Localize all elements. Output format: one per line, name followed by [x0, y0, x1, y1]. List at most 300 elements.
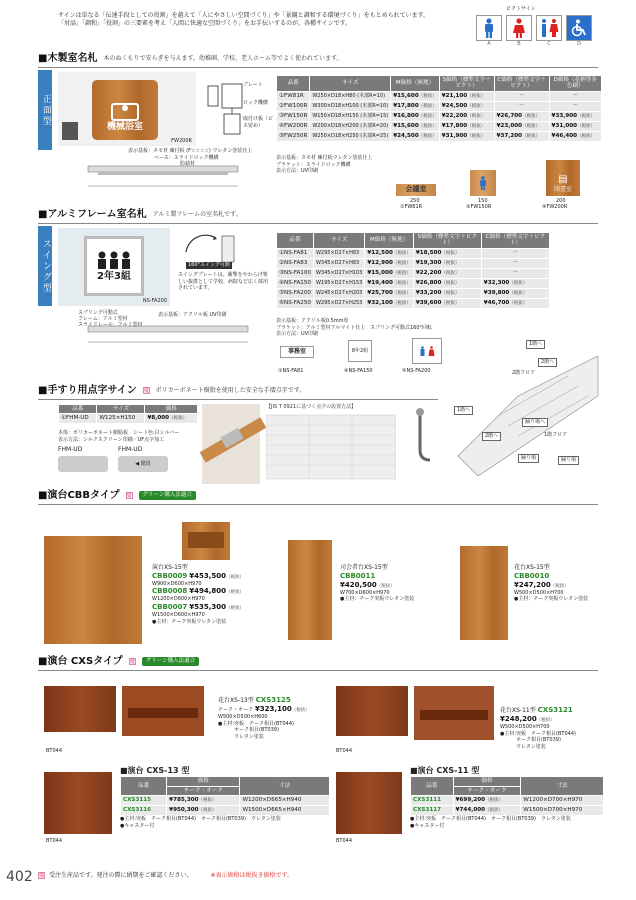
col-header: S価格（標準文字＋ピクト）	[413, 233, 481, 249]
order-made-icon: 受	[39, 873, 45, 880]
sample-label: 会議室	[405, 185, 427, 194]
cell	[494, 111, 549, 121]
lock-mechanism-diagram	[202, 82, 268, 142]
table-title: ■演台 CXS-11 型	[410, 766, 480, 775]
col-header: 品番	[411, 777, 454, 796]
tax-label: （税抜）	[392, 250, 411, 256]
tax-label: （税抜）	[467, 133, 486, 139]
cross-section-diagram	[58, 148, 270, 194]
sample-code: ④FW200R	[542, 204, 568, 210]
col-header: S価格（標準文字＋ピクト）	[439, 76, 494, 92]
product-note: ウレタン塗装	[234, 733, 264, 740]
col-header: D価格（花柄等多色刷）	[549, 76, 601, 92]
spec-line: 表示基板：タモ材 練付板ウレタン塗装仕上	[276, 155, 373, 161]
cell: －	[481, 248, 549, 258]
sample-width: 200	[556, 198, 566, 204]
price: ¥785,300	[169, 797, 199, 804]
table-note: ●キャスター付	[120, 822, 155, 829]
tax-label: （税抜）	[509, 290, 528, 296]
cell: ①FHM-UD	[59, 414, 97, 424]
stair-label: 踊り場	[558, 456, 579, 465]
cell: W200×D18×H200 (木部R=20)	[310, 121, 391, 131]
cxs11-table	[410, 776, 604, 816]
cell	[391, 101, 439, 111]
jis-braille-guide	[266, 404, 396, 484]
finish-code: BT044	[336, 838, 353, 844]
cell	[481, 288, 549, 298]
price: ¥23,000	[496, 122, 523, 129]
cxs13-table	[120, 776, 330, 816]
braille-grid	[266, 411, 396, 481]
sample-code: ⑤NS-FA200	[402, 368, 431, 374]
section-subtitle: アルミ製フレームの室名札です。	[152, 210, 242, 218]
tax-label: （税抜）	[577, 123, 596, 129]
tax-label: （税抜）	[485, 798, 504, 804]
cell: W295×D27×H253	[313, 298, 364, 308]
sample-code: ③FW150R	[466, 204, 492, 210]
table-row	[277, 248, 550, 258]
plate-code: FW200R	[171, 137, 192, 144]
tab-front-type: 正面型	[38, 70, 52, 150]
cell	[365, 268, 413, 278]
price: ¥39,800	[483, 289, 510, 296]
finish-code: BT044	[336, 748, 353, 754]
cell	[413, 288, 481, 298]
sample-label: 事務室	[287, 348, 306, 356]
section-title: ■アルミフレーム室名札	[38, 209, 147, 220]
stair-label: 2階フロア	[512, 370, 536, 376]
col-header: 寸法	[240, 777, 330, 796]
section-title: ■木製室名札	[38, 53, 98, 64]
cell: ②NS-FA83	[277, 258, 314, 268]
spec-line: 表示方法：UV印刷	[276, 331, 319, 337]
cell: W300×D18×H100 (木部R=10)	[310, 101, 391, 111]
tax-label: （税抜）	[467, 93, 486, 99]
podium-photo	[44, 536, 142, 644]
aluminum-samples	[278, 340, 458, 380]
tax-label: （税抜）	[441, 250, 460, 256]
flower-stand-photo	[460, 546, 508, 640]
flower-stand-info	[514, 564, 604, 603]
sample-plate	[412, 338, 442, 364]
product-code: CBB0010	[514, 571, 550, 580]
sample-plate	[280, 346, 314, 358]
sample-code: FHM-UD	[58, 446, 83, 453]
product-note: ウレタン塗装	[516, 743, 546, 750]
stair-label: 踊り場へ	[522, 418, 548, 427]
tax-label: （税抜）	[392, 270, 411, 276]
price: ¥37,200	[496, 132, 523, 139]
section-podium-cbb-header	[38, 489, 196, 502]
sample-label: 8年2組	[351, 347, 369, 354]
col-header: サイズ	[313, 233, 364, 249]
product-name: 花台XS-15型	[514, 564, 550, 571]
shelf	[128, 708, 198, 718]
cell: ①NS-FA81	[277, 248, 314, 258]
price: ¥15,600	[393, 122, 419, 129]
product-note: ●主材：チーク突板ウレタン塗装	[340, 596, 415, 603]
price: ¥26,800	[415, 279, 442, 286]
cell: W150×D18×H150 (木部R=15)	[310, 111, 391, 121]
stair-label: 2階へ	[482, 432, 501, 441]
tax-label: （税抜）	[467, 113, 486, 119]
tax-label: （税抜）	[225, 574, 244, 580]
sample-code: ①FW81R	[400, 204, 423, 210]
diagram-note: 表示基板：タモ材 練付板 (F☆☆☆☆) ウレタン塗装仕上	[128, 148, 253, 154]
cell	[481, 298, 549, 308]
cell	[391, 91, 439, 101]
product-size: W500×D500×H700	[514, 589, 564, 596]
product-code: CBB0009	[152, 571, 188, 580]
green-purchase-badge: グリーン購入法適合	[139, 491, 196, 500]
col-header: サイズ	[310, 76, 391, 92]
price: ¥248,200	[500, 715, 537, 724]
cell	[549, 121, 601, 131]
tax-label: （税抜）	[291, 708, 310, 714]
price: ¥699,200	[455, 797, 486, 804]
tax-label: （税抜）	[392, 260, 411, 266]
male-icon	[419, 345, 426, 357]
host-podium-info	[340, 564, 460, 603]
shelf	[188, 532, 224, 548]
restroom-icon	[536, 15, 562, 41]
table-title: ■演台 CXS-13 型	[120, 766, 190, 775]
col-header: M価格（無地）	[365, 233, 413, 249]
spec-line: 表示方法：シルクスクリーン印刷／UF点字加工	[58, 436, 165, 443]
cell: ⑤NS-FA200	[277, 288, 314, 298]
intro-line1: サインは単なる「伝達手段としての役割」を越えて「人にやさしい空間づくり」や「景観と調和する環境づくり」をもとめられています。	[58, 12, 430, 19]
price: ¥323,100	[254, 705, 292, 714]
pictogram-letter: A	[487, 40, 491, 47]
cell: －	[494, 91, 549, 101]
spec-line: 表示基板：アクリル板0.5mm厚	[276, 318, 349, 324]
tax-label: （税抜）	[225, 605, 244, 611]
price: ¥22,200	[415, 269, 442, 276]
price: ¥21,100	[441, 92, 468, 99]
page-number: 402	[6, 869, 33, 885]
price: ¥24,500	[393, 132, 419, 139]
male-icon	[478, 175, 488, 191]
cell	[549, 111, 601, 121]
cell	[145, 414, 198, 424]
tax-label: （税抜）	[441, 290, 460, 296]
plate-code: NS-FA200	[142, 297, 167, 304]
price: ¥18,500	[415, 249, 442, 256]
tax-label: （税抜）	[198, 798, 217, 804]
price: ¥22,200	[441, 112, 468, 119]
tax-label: （税抜）	[577, 113, 596, 119]
sample-code: ①NS-FA81	[278, 368, 304, 374]
price: ¥17,800	[441, 122, 468, 129]
diagram-note: ベース：スライドロック機構	[154, 155, 219, 161]
price: ¥32,100	[367, 299, 393, 306]
table-row	[277, 298, 550, 308]
kadai11-info	[500, 706, 604, 750]
kadai13-info	[218, 696, 328, 740]
table-row	[277, 258, 550, 268]
cell	[365, 298, 413, 308]
host-podium-photo	[288, 540, 332, 640]
wood-samples	[396, 170, 606, 215]
col-header: C価格（標準文字＋ピクト）	[494, 76, 549, 92]
green-purchase-badge: グリーン購入法適合	[142, 657, 199, 666]
sample-width: 250	[410, 198, 420, 204]
cxs11-photo-back	[414, 686, 494, 740]
aluminum-plate	[84, 236, 144, 296]
cell: W125×H150	[97, 414, 145, 424]
product-note: オーク相目(BT039)	[516, 737, 561, 744]
product-note: ●主材:突板 チーク相目(BT044)	[218, 720, 294, 727]
price: ¥17,800	[393, 102, 419, 109]
tax-label: （税抜）	[522, 123, 541, 129]
price: ¥12,900	[367, 259, 393, 266]
product-code: CBB0007	[152, 602, 188, 611]
stair-label: 踊り場	[518, 454, 539, 463]
tax-label: （税抜）	[485, 808, 504, 814]
cell: CXS3115	[121, 796, 167, 806]
price: ¥15,600	[393, 92, 419, 99]
cell: －	[481, 258, 549, 268]
product-note: ●主材:突板 チーク相目(BT044)	[500, 730, 576, 737]
cell: －	[549, 101, 601, 111]
sample-plate	[396, 184, 436, 196]
cell	[413, 298, 481, 308]
col-header: チーク・オーク	[453, 786, 521, 795]
cell	[481, 278, 549, 288]
wood-plate	[92, 80, 158, 140]
cell: ④NS-FA150	[277, 278, 314, 288]
tax-label: （税抜）	[441, 280, 460, 286]
cell	[391, 111, 439, 121]
braille-plate	[58, 456, 108, 472]
cell: －	[481, 268, 549, 278]
product-note: ●主材：チーク突板ウレタン塗装	[152, 618, 227, 625]
price: ¥46,700	[483, 299, 510, 306]
cell	[365, 278, 413, 288]
cell: ③NS-FA100	[277, 268, 314, 278]
arrow-label: ◀ 階段	[135, 460, 151, 467]
cell	[391, 131, 439, 141]
wood-nameplate-table	[276, 75, 602, 142]
price: ¥25,700	[367, 289, 393, 296]
section-podium-cxs-header	[38, 655, 199, 668]
cell	[439, 131, 494, 141]
price: ¥46,400	[551, 132, 578, 139]
spec-line: ブラケット：アルミ型材アルマイト仕上 スプリング可動式160°回転	[276, 324, 432, 331]
tab-swing-type: スイング型	[38, 226, 52, 306]
cell	[413, 278, 481, 288]
cell	[439, 101, 494, 111]
cell: W1500×D700×H970	[521, 806, 604, 816]
price: ¥33,200	[415, 289, 442, 296]
table-row	[277, 91, 602, 101]
bath-icon	[110, 100, 140, 122]
price: ¥744,000	[455, 807, 486, 814]
tax-label: （税抜）	[418, 133, 437, 139]
table-row	[277, 268, 550, 278]
cell: ②FW100R	[277, 101, 310, 111]
aluminum-cross-section-diagram	[58, 308, 270, 350]
pictogram-letter: D	[577, 40, 581, 47]
col-header: 品番	[277, 233, 314, 249]
intro	[58, 12, 468, 28]
cell: －	[549, 91, 601, 101]
cell: W295×D27×H83	[313, 248, 364, 258]
product-code: CBB0008	[152, 587, 188, 596]
tax-label: （税抜）	[376, 583, 395, 589]
product-size: W500×D500×H700	[500, 724, 550, 731]
order-made-icon: 受	[129, 659, 135, 665]
female-icon	[428, 345, 435, 357]
section-wood-nameplate-header	[38, 52, 343, 65]
product-note: オーク相目(BT039)	[234, 727, 279, 734]
cell: ⑤FW250R	[277, 131, 310, 141]
tax-label: （税抜）	[536, 718, 555, 724]
spec-line: 表示方法：UV印刷	[276, 168, 319, 174]
col-header: 価格	[167, 777, 240, 786]
price: ¥33,900	[551, 112, 578, 119]
cell: W245×D27×H203	[313, 288, 364, 298]
price: ¥31,900	[441, 132, 468, 139]
col-header: C価格（標準文字＋ピクト）	[481, 233, 549, 249]
cxs13-podium-photo	[44, 772, 112, 834]
diagram-note: 表示基板：アクリル板 UV印刷	[158, 312, 227, 318]
tax-label: （税抜）	[392, 300, 411, 306]
tax-label: （税抜）	[550, 583, 569, 589]
cxs11-podium-photo	[336, 772, 402, 834]
section-aluminum-nameplate-header	[38, 208, 242, 221]
cell	[439, 111, 494, 121]
wood-specs	[276, 155, 372, 175]
cell	[439, 91, 494, 101]
swing-note: スイングプレートは、衝撃をやわらげ楽しい抜群として学校、病院など広く採用されています。	[178, 272, 269, 291]
male-icon	[476, 15, 502, 41]
price: ¥15,000	[367, 269, 393, 276]
section-subtitle: ポリカーボネート樹脂を使用した安全な手摺点字です。	[155, 386, 306, 394]
section-title: ■演台CBBタイプ	[38, 490, 120, 501]
table-note: ●主材:突板 チーク相目(BT044) オーク相目(BT039) ウレタン塗装	[120, 816, 281, 823]
tax-label: （税抜）	[522, 133, 541, 139]
product-name: 花台XS-13型	[218, 697, 254, 704]
pictogram-letter: B	[517, 40, 521, 47]
handrail-samples	[58, 446, 178, 478]
cxs13-photo-front	[44, 686, 116, 732]
price: ¥8,000	[147, 415, 170, 422]
tax-label: （税抜）	[509, 280, 528, 286]
cell	[391, 121, 439, 131]
table-row	[277, 131, 602, 141]
tax-label: （税抜）	[467, 103, 486, 109]
col-header: チーク・オーク	[167, 786, 240, 795]
table-row	[277, 121, 602, 131]
podium-back-photo	[182, 522, 230, 560]
cell: ①FW81R	[277, 91, 310, 101]
female-icon	[506, 15, 532, 41]
cell: W1200×D700×H970	[521, 796, 604, 806]
section-title: ■手すり用点字サイン	[38, 385, 137, 396]
price: ¥950,300	[169, 807, 199, 814]
section-handrail-braille-header	[38, 384, 305, 397]
cell	[365, 258, 413, 268]
cell: W1500×D665×H940	[240, 806, 330, 816]
sample-label: 図書室	[553, 186, 572, 194]
sample-width: 150	[478, 198, 488, 204]
col-header: 品番	[59, 405, 97, 414]
tax-label: （税抜）	[418, 93, 437, 99]
price: ¥32,300	[483, 279, 510, 286]
table-row	[277, 101, 602, 111]
tax-label: （税抜）	[509, 300, 528, 306]
product-name: 司会者台XS-15型	[340, 564, 388, 571]
tax-label: （税抜）	[441, 260, 460, 266]
table-note: ●主材:突板 チーク相目(BT044) オーク相目(BT039) ウレタン塗装	[410, 816, 571, 823]
product-name: 花台XS-11型	[500, 707, 536, 714]
price: ¥39,600	[415, 299, 442, 306]
tax-label: （税抜）	[392, 280, 411, 286]
cell: CXS3111	[411, 796, 454, 806]
aluminum-nameplate-table	[276, 232, 550, 309]
price: ¥26,700	[496, 112, 523, 119]
diagram-note: フレーム：アルミ型材	[78, 316, 128, 322]
cell: W345×D27×H83	[313, 258, 364, 268]
product-size: W1200×D600×H970	[152, 596, 205, 603]
tax-label: （税抜）	[418, 113, 437, 119]
tax-label: （税抜）	[441, 300, 460, 306]
cell: W250×D18×H80 (木部R=10)	[310, 91, 391, 101]
tax-label: （税抜）	[418, 123, 437, 129]
book-icon: ▤	[558, 174, 568, 186]
price: ¥494,800	[189, 587, 226, 596]
table-row	[277, 111, 602, 121]
product-size: W900×D600×H970	[152, 580, 202, 587]
col-header: サイズ	[97, 405, 145, 414]
cell: ③FW150R	[277, 111, 310, 121]
cell	[365, 248, 413, 258]
product-code: CXS3125	[255, 696, 291, 704]
cell: W195×D27×H153	[313, 278, 364, 288]
cxs13-table-block	[120, 766, 330, 829]
stair-label: 1階へ	[526, 340, 545, 349]
sample-plate	[348, 340, 372, 362]
cxs11-photo-front	[336, 686, 408, 736]
callout-plate: プレート	[243, 82, 263, 88]
col-header: 寸法	[521, 777, 604, 796]
tax-label: （税抜）	[198, 808, 217, 814]
diagram-note: スプリング可動式	[78, 310, 118, 316]
product-name: 演台XS-15型	[152, 564, 188, 571]
jis-title: 【JIS T 0921に基づく点字の設置方法】	[266, 404, 357, 410]
wood-plate-photo	[58, 72, 196, 146]
table-row	[277, 288, 550, 298]
price: ¥535,300	[189, 602, 226, 611]
sample-plate	[546, 160, 580, 196]
tax-label: （税抜）	[418, 103, 437, 109]
product-size: W1500×D600×H970	[152, 612, 205, 619]
plate-label: 2年3組	[97, 270, 131, 282]
price: ¥12,500	[367, 249, 393, 256]
swing-diagram	[178, 232, 242, 272]
price: ¥31,000	[551, 122, 578, 129]
price: ¥247,200	[514, 580, 551, 589]
callout-base: 取付け板（ビス留め）	[243, 116, 274, 129]
price: ¥453,500	[189, 571, 226, 580]
cell	[549, 131, 601, 141]
pictogram-label: ピクトサイン	[506, 6, 536, 12]
stair-diagram	[448, 336, 606, 476]
cell: CXS3117	[411, 806, 454, 816]
price: ¥420,500	[340, 580, 377, 589]
cell: W1200×D665×H940	[240, 796, 330, 806]
